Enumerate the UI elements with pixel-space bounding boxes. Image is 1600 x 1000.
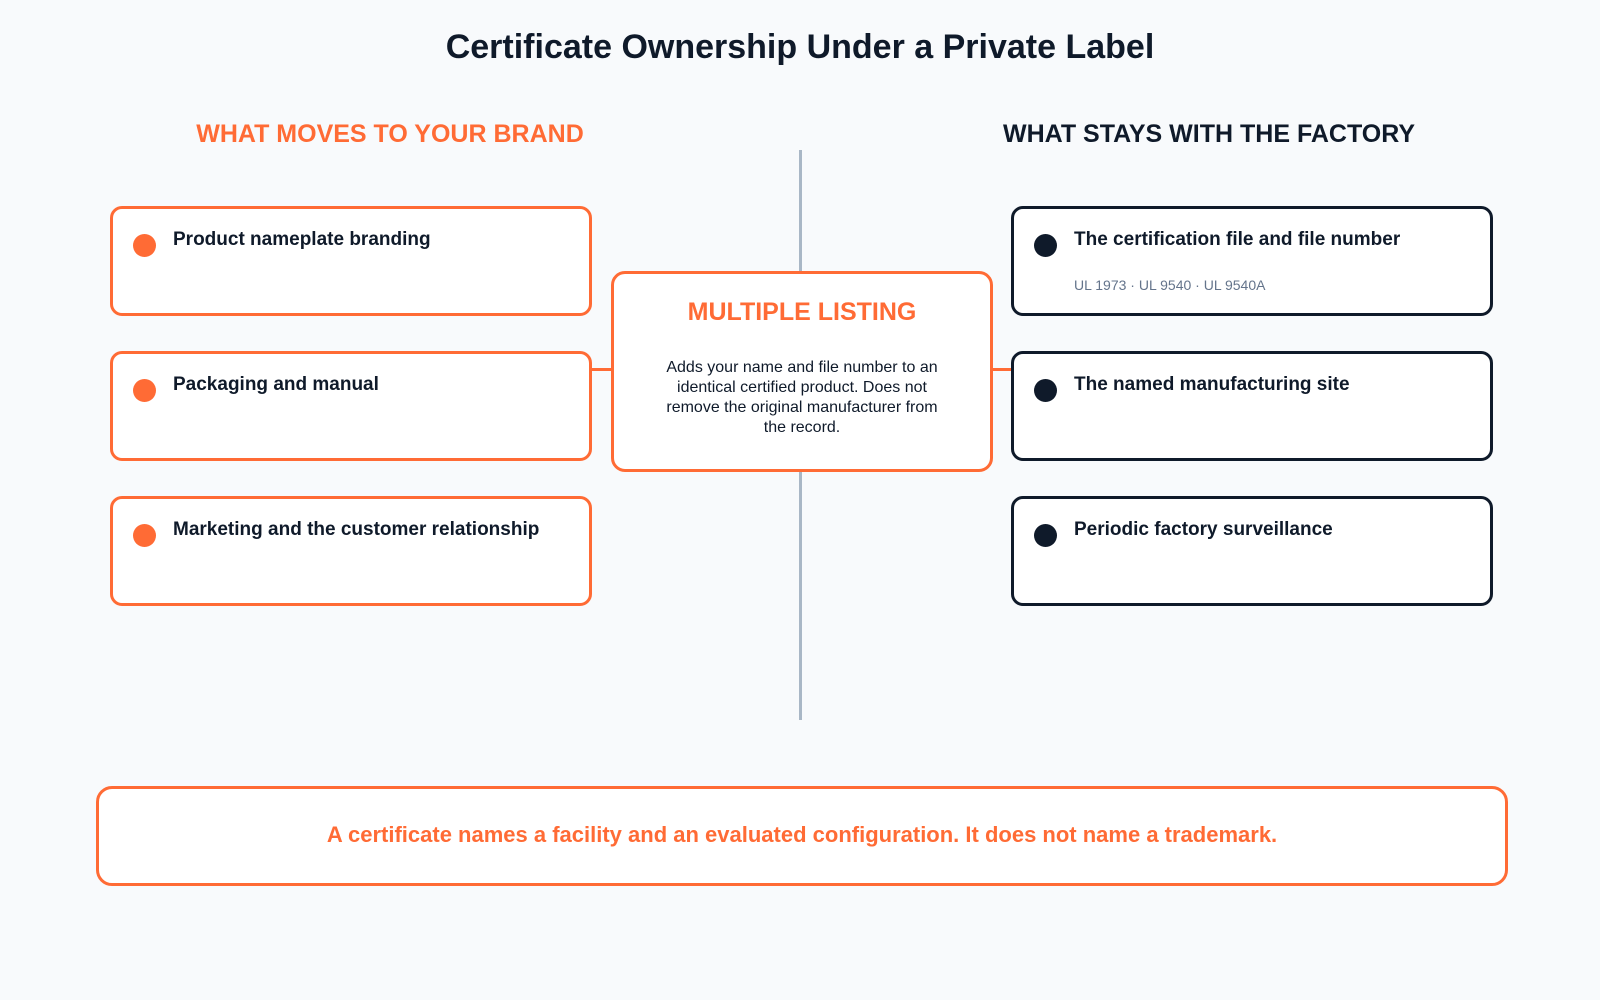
factory-item-label: The certification file and file number: [1074, 229, 1401, 250]
brand-item-card: [110, 351, 592, 461]
brand-item-label: Marketing and the customer relationship: [173, 519, 540, 540]
bullet-dot-icon: [133, 234, 156, 257]
factory-item-card: [1011, 351, 1493, 461]
footer-callout-text: A certificate names a facility and an evaluated configuration. It does not name a trademark.: [326, 822, 1278, 847]
left-column-heading: WHAT MOVES TO YOUR BRAND: [196, 120, 584, 148]
diagram-title: Certificate Ownership Under a Private Label: [445, 28, 1155, 66]
footer-callout-box: [96, 786, 1508, 886]
brand-item-card: [110, 496, 592, 606]
factory-item-card: [1011, 206, 1493, 316]
multiple-listing-description: Adds your name and file number to an identical certified product. Does not remove the original manufacturer from the record.: [666, 359, 938, 436]
right-connector-line: [990, 368, 1011, 371]
bullet-dot-icon: [133, 524, 156, 547]
multiple-listing-box: [611, 271, 993, 472]
left-connector-line: [589, 368, 611, 371]
factory-item-card: [1011, 496, 1493, 606]
right-column-heading: WHAT STAYS WITH THE FACTORY: [1002, 120, 1416, 148]
factory-item-label: Periodic factory surveillance: [1074, 519, 1333, 540]
bullet-dot-icon: [133, 379, 156, 402]
brand-item-card: [110, 206, 592, 316]
brand-item-label: Packaging and manual: [173, 374, 379, 395]
standards-list: UL 1973 · UL 9540 · UL 9540A: [1074, 277, 1266, 293]
brand-item-label: Product nameplate branding: [173, 229, 431, 250]
bullet-dot-icon: [1034, 234, 1057, 257]
multiple-listing-title: MULTIPLE LISTING: [687, 298, 917, 326]
bullet-dot-icon: [1034, 379, 1057, 402]
bullet-dot-icon: [1034, 524, 1057, 547]
factory-item-label: The named manufacturing site: [1074, 374, 1350, 395]
